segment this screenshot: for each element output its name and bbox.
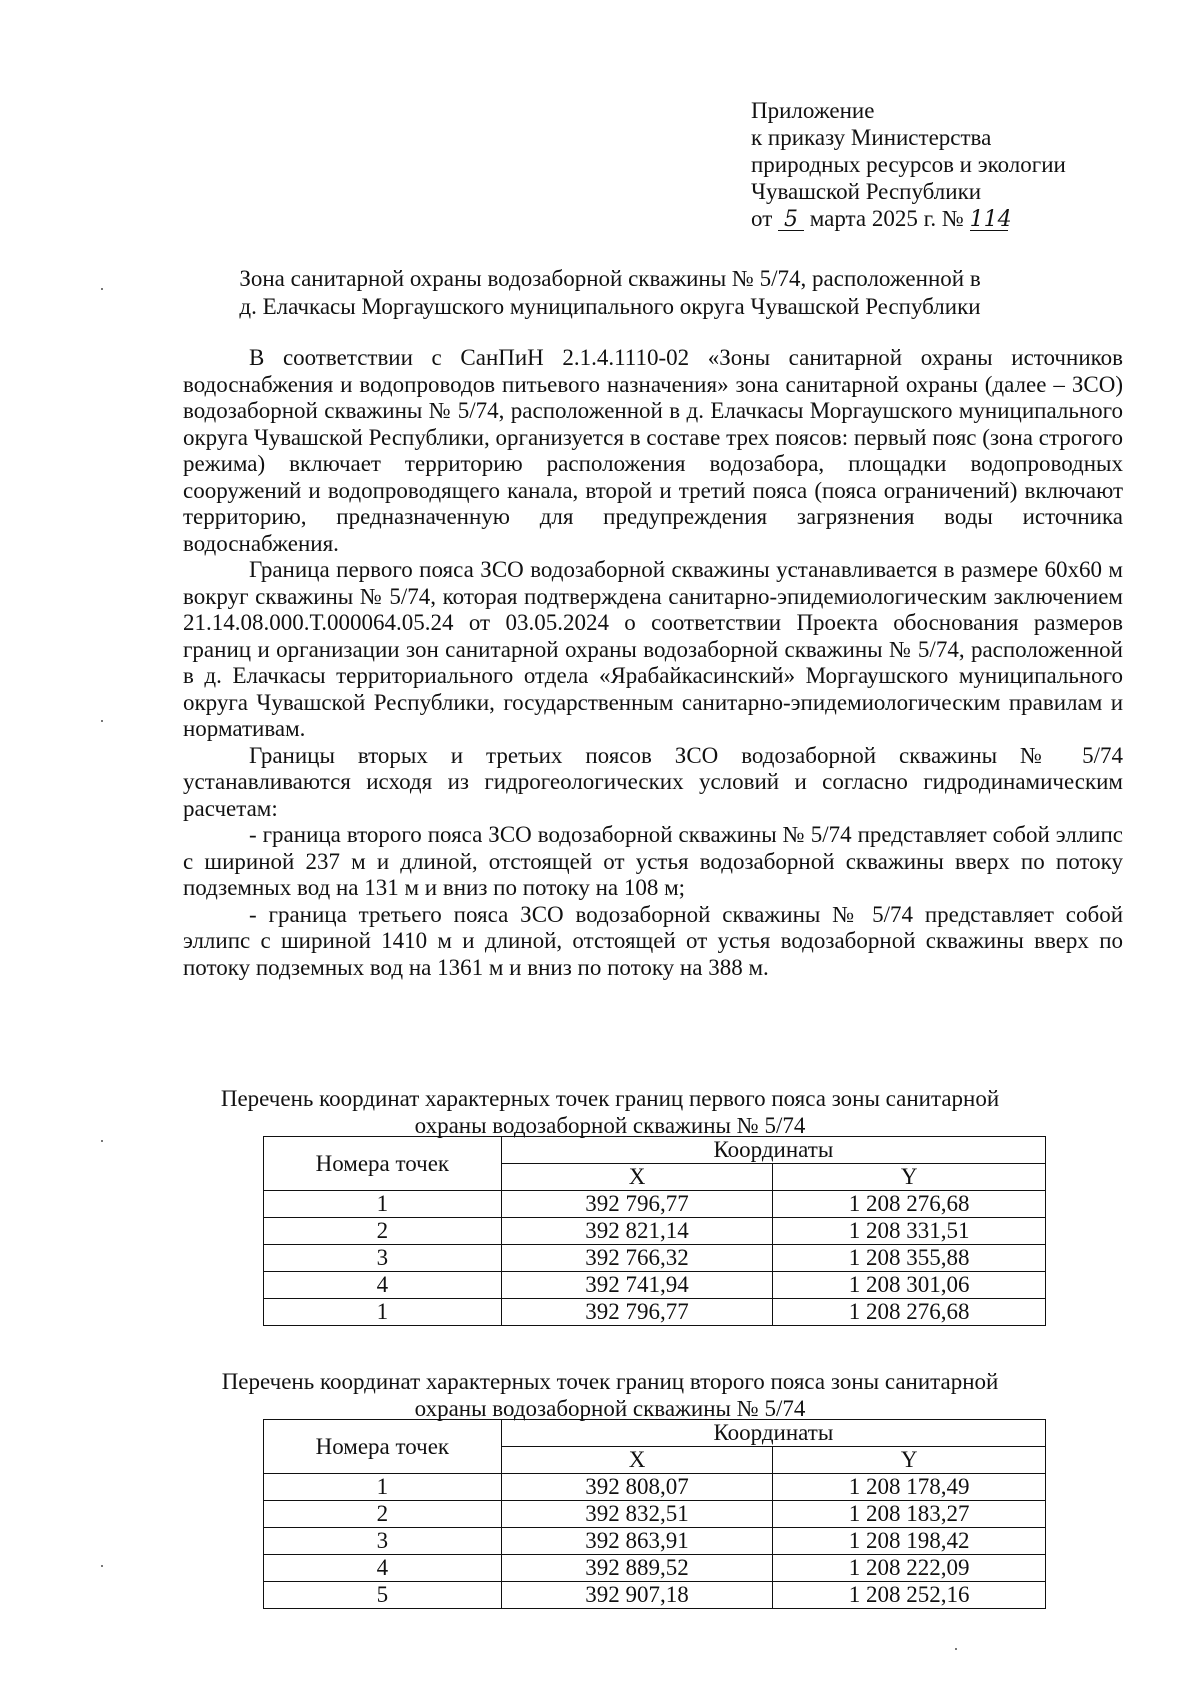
table1-coordinates [263, 1136, 1046, 1326]
table-row [264, 1501, 1046, 1528]
coord-y: 1 208 355,88 [773, 1245, 1046, 1272]
paragraph: Границы вторых и третьих поясов ЗСО водозаборной скважины № 5/74 устанавливаются исходя из гидрогеологических условий и согласно гидродинамическим расчетам: [183, 742, 1123, 821]
coord-x: 392 808,07 [501, 1474, 773, 1501]
appendix-line: природных ресурсов и экологии [751, 152, 1066, 177]
appendix-line: Чувашской Республики [751, 179, 982, 204]
date-rest: марта 2025 г. № [809, 206, 964, 231]
table-row [264, 1474, 1046, 1501]
coord-x: 392 741,94 [501, 1272, 773, 1299]
appendix-line: Приложение [751, 98, 875, 123]
coord-y: 1 208 222,09 [773, 1555, 1046, 1582]
coord-y: 1 208 276,68 [773, 1299, 1046, 1326]
list-item: - граница третьего пояса ЗСО водозаборной скважины № 5/74 представляет собой эллипс с шириной 1410 м и длиной, отстоящей от устья водозаборной скважины вверх по потоку подземных вод на 1361 м и вниз по потоку на 388 м. [183, 901, 1123, 980]
point-number: 2 [264, 1218, 502, 1245]
caption-line: Перечень координат характерных точек границ первого пояса зоны санитарной [220, 1086, 1000, 1111]
table-row [264, 1299, 1046, 1326]
coord-y: 1 208 183,27 [773, 1501, 1046, 1528]
coord-x: 392 796,77 [501, 1299, 773, 1326]
scan-speck [101, 720, 103, 722]
point-number: 1 [264, 1474, 502, 1501]
point-number: 3 [264, 1245, 502, 1272]
table-row [264, 1528, 1046, 1555]
point-number: 1 [264, 1299, 502, 1326]
coord-x: 392 796,77 [501, 1191, 773, 1218]
document-title [160, 265, 1060, 321]
paragraph: В соответствии с СанПиН 2.1.4.1110-02 «Зоны санитарной охраны источников водоснабжения и водопроводов питьевого назначения» зона санитарной охраны (далее – ЗСО) водозаборной скважины № 5/74, расположенной в д. Елачкасы Моргаушского муниципального округа Чувашской Республики, организуется в составе трех поясов: первый пояс (зона строгого режима) включает территорию расположения водозабора, площадки водопроводных сооружений и водопроводящего канала, второй и третий пояса (пояса ограничений) включают территорию, предназначенную для предупреждения загрязнения воды источника водоснабжения. [183, 345, 1123, 556]
caption-line: Перечень координат характерных точек границ второго пояса зоны санитарной [221, 1369, 999, 1394]
scan-speck [101, 1140, 103, 1142]
table-row [264, 1191, 1046, 1218]
point-number: 4 [264, 1555, 502, 1582]
coord-y: 1 208 331,51 [773, 1218, 1046, 1245]
coord-x: 392 832,51 [501, 1501, 773, 1528]
coord-y: 1 208 198,42 [773, 1528, 1046, 1555]
point-number: 4 [264, 1272, 502, 1299]
appendix-line: к приказу Министерства [751, 125, 992, 150]
header-points: Номера точек [264, 1420, 502, 1474]
coord-y: 1 208 252,16 [773, 1582, 1046, 1609]
point-number: 5 [264, 1582, 502, 1609]
coord-y: 1 208 276,68 [773, 1191, 1046, 1218]
caption-line: охраны водозаборной скважины № 5/74 [414, 1113, 806, 1138]
table2-coordinates [263, 1419, 1046, 1609]
appendix-date-line [751, 205, 1066, 232]
coord-x: 392 821,14 [501, 1218, 773, 1245]
header-points: Номера точек [264, 1137, 502, 1191]
paragraph: Граница первого пояса ЗСО водозаборной скважины устанавливается в размере 60х60 м вокруг скважины № 5/74, которая подтверждена санитарно-эпидемиологическим заключением 21.14.08.000.Т.000064.05.24 от 03.05.2024 о соответствии Проекта обоснования размеров границ и организации зон санитарной охраны водозаборной скважины № 5/74, расположенной в д. Елачкасы территориального отдела «Ярабайкасинский» Моргаушского муниципального округа Чувашской Республики, государственным санитарно-эпидемиологическим правилам и нормативам. [183, 557, 1123, 741]
body-text [183, 345, 1123, 981]
date-prefix: от [751, 206, 773, 231]
table-row [264, 1245, 1046, 1272]
caption-line: охраны водозаборной скважины № 5/74 [414, 1396, 806, 1421]
appendix-block [751, 97, 1066, 232]
table1-caption [160, 1085, 1060, 1139]
coord-x: 392 863,91 [501, 1528, 773, 1555]
header-x: X [501, 1447, 773, 1474]
point-number: 1 [264, 1191, 502, 1218]
table-row [264, 1218, 1046, 1245]
coord-y: 1 208 301,06 [773, 1272, 1046, 1299]
list-item: - граница второго пояса ЗСО водозаборной скважины № 5/74 представляет собой эллипс с шириной 237 м и длиной, отстоящей от устья водозаборной скважины вверх по потоку подземных вод на 131 м и вниз по потоку на 108 м; [183, 822, 1123, 900]
table-row [264, 1582, 1046, 1609]
coord-x: 392 766,32 [501, 1245, 773, 1272]
handwritten-order-number: 114 [969, 207, 1012, 232]
header-coordinates: Координаты [501, 1420, 1045, 1447]
handwritten-day: 5 [778, 210, 804, 231]
coord-x: 392 889,52 [501, 1555, 773, 1582]
header-y: Y [773, 1164, 1046, 1191]
point-number: 3 [264, 1528, 502, 1555]
coord-y: 1 208 178,49 [773, 1474, 1046, 1501]
point-number: 2 [264, 1501, 502, 1528]
scan-speck [101, 288, 103, 290]
header-x: X [501, 1164, 773, 1191]
table-row [264, 1272, 1046, 1299]
title-line: д. Елачкасы Моргаушского муниципального округа Чувашской Республики [239, 294, 981, 319]
scan-speck [955, 1648, 957, 1650]
scan-speck [101, 1565, 103, 1567]
header-coordinates: Координаты [501, 1137, 1045, 1164]
header-y: Y [773, 1447, 1046, 1474]
table-row [264, 1555, 1046, 1582]
table2-caption [160, 1368, 1060, 1422]
title-line: Зона санитарной охраны водозаборной скважины № 5/74, расположенной в [239, 266, 981, 291]
coord-x: 392 907,18 [501, 1582, 773, 1609]
